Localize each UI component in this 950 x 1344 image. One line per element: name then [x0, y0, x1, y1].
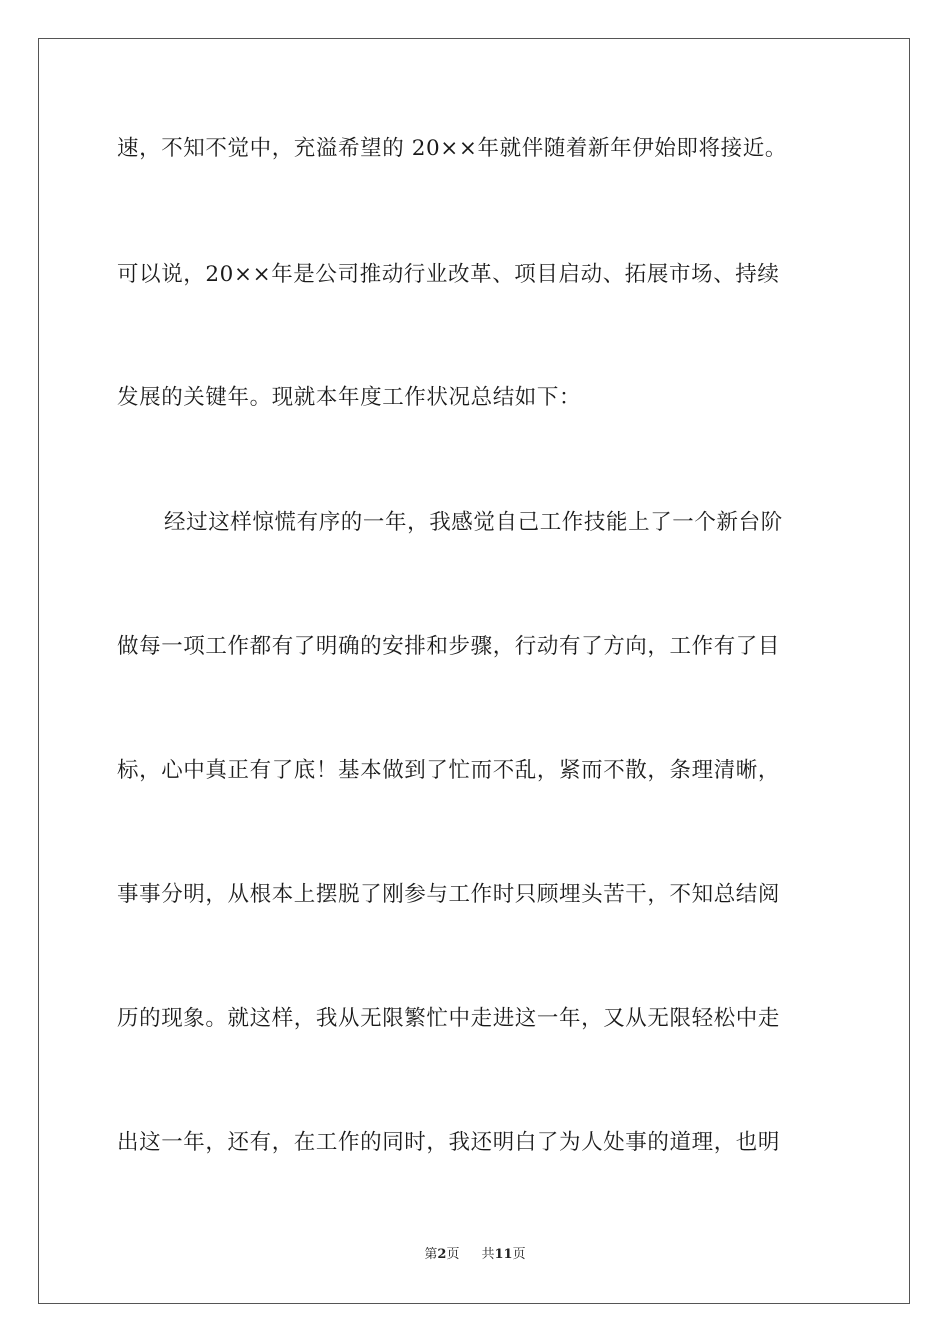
page-footer — [0, 1246, 950, 1264]
page-number: 2 — [437, 1247, 447, 1262]
page-suffix: 页 — [446, 1247, 460, 1262]
text-line: 事事分明，从根本上摆脱了刚参与工作时只顾埋头苦干，不知总结阅 — [117, 882, 781, 907]
page-prefix: 第 — [424, 1247, 438, 1262]
total-pages: 11 — [494, 1247, 513, 1262]
text-line: 做每一项工作都有了明确的安排和步骤，行动有了方向，工作有了目 — [117, 634, 781, 659]
text-line: 速，不知不觉中，充溢希望的 20××年就伴随着新年伊始即将接近。 — [117, 136, 787, 161]
total-prefix: 共 — [481, 1247, 495, 1262]
paragraph-first-line: 经过这样惊慌有序的一年，我感觉自己工作技能上了一个新台阶 — [164, 510, 783, 535]
text-line: 可以说，20××年是公司推动行业改革、项目启动、拓展市场、持续 — [117, 262, 780, 287]
text-line: 出这一年，还有，在工作的同时，我还明白了为人处事的道理，也明 — [117, 1130, 781, 1155]
text-line: 发展的关键年。现就本年度工作状况总结如下： — [117, 385, 582, 410]
text-line: 历的现象。就这样，我从无限繁忙中走进这一年，又从无限轻松中走 — [117, 1006, 781, 1031]
page-border — [38, 38, 910, 1304]
text-line: 标，心中真正有了底！基本做到了忙而不乱，紧而不散，条理清晰， — [117, 758, 781, 783]
total-suffix: 页 — [512, 1247, 526, 1262]
